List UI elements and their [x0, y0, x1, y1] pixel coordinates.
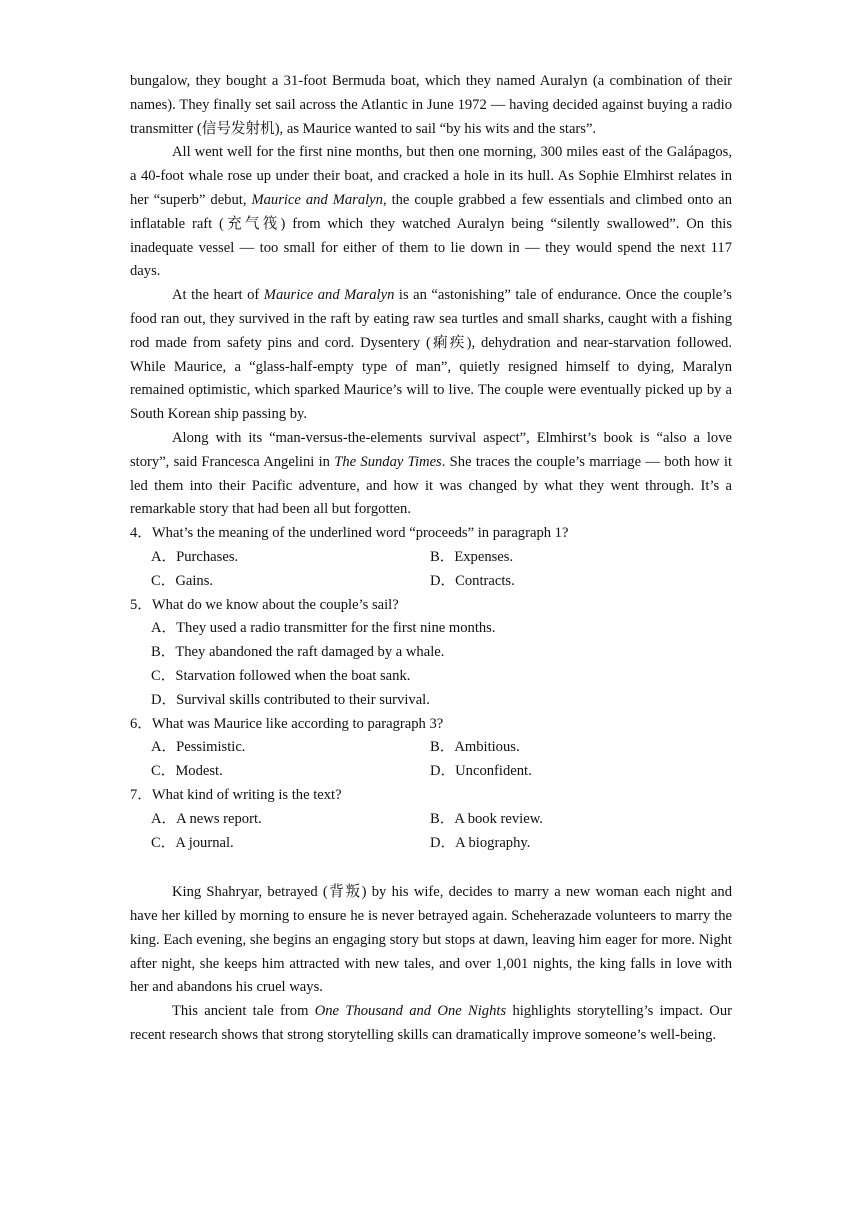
question-6 — [130, 713, 732, 784]
passage1-paragraph-1: bungalow, they bought a 31-foot Bermuda boat, which they named Auralyn (a combination of their names). They finally set sail across the Atlantic in June 1972 — having decided against buying a radio transmitter (信号发射机), as Maurice wanted to sail “by his wits and the stars”. — [130, 73, 732, 137]
option-b: B．They abandoned the raft damaged by a whale. — [151, 644, 445, 661]
book-title: Maurice and Maralyn — [263, 287, 395, 304]
option-d: D．Unconfident. — [430, 763, 532, 780]
option-a: A．Pessimistic. — [151, 739, 246, 756]
option-a: A．Purchases. — [151, 548, 239, 565]
question-5 — [130, 594, 732, 713]
document-page — [130, 70, 732, 1048]
question-stem: 6．What was Maurice like according to paragraph 3? — [130, 715, 444, 732]
option-c: C．Modest. — [151, 763, 223, 780]
passage1-paragraph-3: At the heart of Maurice and Maralyn is an “astonishing” tale of endurance. Once the couple’s food ran out, they survived in the raft by eating raw sea turtles and small sharks, caught with a fishing rod made from safety pins and cord. Dysentery (痢疾), dehydration and near-starvation followed. While Maurice, a “glass-half-empty type of man”, quietly resigned himself to dying, Maralyn remained optimistic, which sparked Maurice’s will to live. The couple were eventually picked up by a South Korean ship passing by. — [130, 287, 732, 423]
passage2-paragraph-1: King Shahryar, betrayed (背叛) by his wife, decides to marry a new woman each night and have her killed by morning to ensure he is never betrayed again. Scheherazade volunteers to marry the king. Each evening, she begins an engaging story but stops at dawn, leaving him eager for more. Night after night, she keeps him attracted with new tales, and over 1,001 nights, the king falls in love with her and abandons his cruel ways. — [130, 884, 732, 996]
section-spacer — [130, 855, 732, 881]
question-stem: 4．What’s the meaning of the underlined word “proceeds” in paragraph 1? — [130, 525, 569, 542]
question-stem: 5．What do we know about the couple’s sail? — [130, 596, 399, 613]
option-a: A．They used a radio transmitter for the first nine months. — [151, 620, 496, 637]
book-title: One Thousand and One Nights — [314, 1003, 507, 1020]
option-a: A．A news report. — [151, 810, 262, 827]
newspaper-title: The Sunday Times — [334, 453, 442, 470]
option-c: C．Gains. — [151, 572, 214, 589]
passage1-paragraph-2: All went well for the first nine months, but then one morning, 300 miles east of the Galápagos, a 40-foot whale rose up under their boat, and cracked a hole in its hull. As Sophie Elmhirst relates in her “superb” debut, Maurice and Maralyn, the couple grabbed a few essentials and climbed onto an inflatable raft (充气筏) from which they watched Auralyn being “silently swallowed”. On this inadequate vessel — too small for either of them to lie down in — they would spend the next 117 days. — [130, 144, 733, 280]
option-d: D．Contracts. — [430, 572, 515, 589]
option-d: D．Survival skills contributed to their survival. — [151, 691, 430, 708]
question-4 — [130, 522, 732, 593]
option-c: C．Starvation followed when the boat sank. — [151, 667, 411, 684]
question-stem: 7．What kind of writing is the text? — [130, 786, 342, 803]
book-title: Maurice and Maralyn — [251, 191, 383, 208]
option-b: B．A book review. — [430, 810, 543, 827]
option-c: C．A journal. — [151, 834, 234, 851]
passage1-paragraph-4: Along with its “man-versus-the-elements survival aspect”, Elmhirst’s book is “also a love story”, said Francesca Angelini in The Sunday Times. She traces the couple’s marriage — both how it led them into their Pacific adventure, and how it was changed by what they went through. It’s a remarkable story that had been all but forgotten. — [130, 429, 732, 518]
passage2-paragraph-2: This ancient tale from One Thousand and One Nights highlights storytelling’s impact. Our recent research shows that strong storytelling skills can dramatically improve someone’s well-being. — [130, 1003, 732, 1044]
option-b: B．Ambitious. — [430, 739, 520, 756]
question-7 — [130, 784, 732, 855]
option-b: B．Expenses. — [430, 548, 514, 565]
option-d: D．A biography. — [430, 834, 531, 851]
